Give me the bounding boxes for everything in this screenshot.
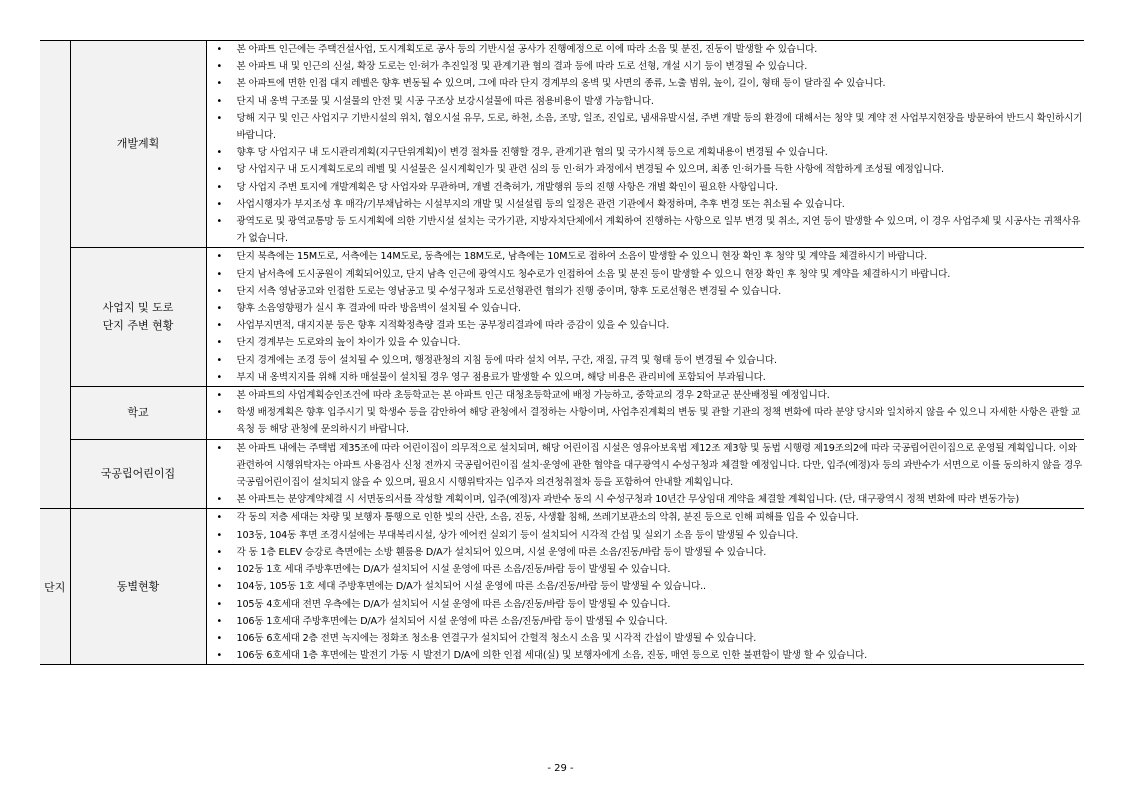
list-item: • 향후 소음영향평가 실시 후 결과에 따라 방음벽이 설치될 수 있습니다. [207,300,1085,317]
list-item: • 학생 배정계획은 향후 입주시기 및 학생수 등을 감안하여 해당 관청에서 결정하는 사항이며, 사업추진계획의 변동 및 관할 기관의 정책 변화에 따라 분양 당시와 일치하지 않을 수 있으니 자세한 사항은 관할 교육청 등 해당 관청에 문의하시기 바랍니다. [207,404,1085,438]
row-development-plan [40,41,1084,248]
list-item: • 106동 1호세대 주방후면에는 D/A가 설치되어 시설 운영에 따른 소음/진동/바람 등이 발생될 수 있습니다. [207,613,1085,630]
list-item: • 당 사업지구 내 도시계획도로의 레벨 및 시설물은 실시계획인가 및 관련 심의 등 인·허가 과정에서 변경될 수 있으며, 최종 인·허가를 득한 사항에 적합하게 조성될 예정입니다. [207,161,1085,178]
notice-table [40,40,1084,665]
list-item: • 각 동의 저층 세대는 차량 및 보행자 통행으로 인한 빛의 산란, 소음, 진동, 사생활 침해, 쓰레기보관소의 악취, 분진 등으로 인해 피해를 입을 수 있습니다. [207,509,1085,526]
list-item: • 본 아파트는 분양계약체결 시 서면동의서를 작성할 계획이며, 입주(예정)자 과반수 동의 시 수성구청과 10년간 무상임대 계약을 체결할 계획입니다. (단, 대구광역시 정책 변화에 따라 변동가능) [207,491,1085,508]
list-item: • 102동 1호 세대 주방후면에는 D/A가 설치되어 시설 운영에 따른 소음/진동/바람 등이 발생될 수 있습니다. [207,561,1085,578]
bullet-list [207,248,1085,386]
list-item: • 단지 북측에는 15M도로, 서측에는 14M도로, 동측에는 18M도로, 남측에는 10M도로 접하여 소음이 발생할 수 있으니 현장 확인 후 청약 및 계약을 체결하시기 바랍니다. [207,248,1085,265]
list-item: • 단지 서측 영남공고와 인접한 도로는 영남공고 및 수성구청과 도로선형관련 협의가 진행 중이며, 향후 도로선형은 변경될 수 있습니다. [207,283,1085,300]
category-daycare [70,439,206,509]
category-label-line1: 사업지 및 도로 [102,301,174,315]
bullet-list [207,387,1085,439]
row-building-status [40,509,1084,665]
list-item: • 단지 경계부는 도로와의 높이 차이가 있을 수 있습니다. [207,334,1085,351]
list-item: • 104동, 105동 1호 세대 주방후면에는 D/A가 설치되어 시설 운영에 따른 소음/진동/바람 등이 발생될 수 있습니다.. [207,578,1085,595]
row-school [40,387,1084,440]
category-label-line2: 단지 주변 현황 [102,319,174,333]
bullet-list [207,440,1085,509]
bullet-list [207,41,1085,247]
bullet-list [207,509,1085,664]
category-site-and-roads [70,248,206,387]
list-item: • 사업부지면적, 대지지분 등은 향후 지적확정측량 결과 또는 공부정리결과에 따라 증감이 있을 수 있습니다. [207,317,1085,334]
row-site-and-roads [40,248,1084,387]
list-item: • 향후 당 사업지구 내 도시관리계획(지구단위계획)이 변경 절차를 진행할 경우, 관계기관 협의 및 국가시책 등으로 계획내용이 변경될 수 있습니다. [207,144,1085,161]
list-item: • 본 아파트의 사업계획승인조건에 따라 초등학교는 본 아파트 인근 대청초등학교에 배정 가능하고, 중학교의 경우 2학교군 분산배정될 예정입니다. [207,387,1085,404]
list-item: • 본 아파트 내에는 주택법 제35조에 따라 어린이집이 의무적으로 설치되며, 해당 어린이집 시설은 영유아보육법 제12조 제3항 및 동법 시행령 제19조의2에 따라 국공립어린이집으로 운영될 계획입니다. 이와 관련하여 시행위탁자는 아파트 사용검사 신청 전까지 국공립어린이집 설치·운영에 관한 협약을 대구광역시 수성구청과 체결할 예정입니다. 다만, 입주(예정)자 등의 과반수가 서면으로 이를 동의하지 않을 경우 국공립어린이집이 설치되지 않을 수 있으며, 필요시 시행위탁자는 입주자 의견청취절차 등을 포함하여 안내할 계획입니다. [207,440,1085,492]
list-item: • 광역도로 및 광역교통망 등 도시계획에 의한 기반시설 설치는 국가기관, 지방자치단체에서 계획하여 진행하는 사항으로 일부 변경 및 취소, 지연 등이 발생할 수 있으며, 이 경우 사업주체 및 시공사는 귀책사유가 없습니다. [207,213,1085,247]
content-building-status [206,509,1084,665]
content-site-and-roads [206,248,1084,387]
category-label: 개발계획 [116,137,160,151]
list-item: • 본 아파트 인근에는 주택건설사업, 도시계획도로 공사 등의 기반시설 공사가 진행예정으로 이에 따라 소음 및 분진, 진동이 발생할 수 있습니다. [207,41,1085,58]
category-school [70,387,206,440]
content-school [206,387,1084,440]
list-item: • 단지 경계에는 조경 등이 설치될 수 있으며, 행정관청의 지침 등에 따라 설치 여부, 구간, 재질, 규격 및 형태 등이 변경될 수 있습니다. [207,352,1085,369]
list-item: • 단지 남서측에 도시공원이 계획되어있고, 단지 남측 인근에 광역시도 청수로가 인접하여 소음 및 분진 등이 발생할 수 있으니 현장 확인 후 청약 및 계약을 체결하시기 바랍니다. [207,266,1085,283]
category-label: 동별현황 [116,579,160,593]
category-label: 국공립어린이집 [100,467,176,481]
page-number: - 29 - [547,763,574,774]
content-development-plan [206,41,1084,248]
category-label: 학교 [127,405,149,419]
group-cell-blank [40,41,70,509]
row-daycare [40,439,1084,509]
list-item: • 105동 4호세대 전면 우측에는 D/A가 설치되어 시설 운영에 따른 소음/진동/바람 등이 발생될 수 있습니다. [207,596,1085,613]
list-item: • 106동 6호세대 2층 전면 녹지에는 정화조 청소용 연결구가 설치되어 간헐적 청소시 소음 및 시각적 간섭이 발생될 수 있습니다. [207,630,1085,647]
list-item: • 106동 6호세대 1층 후면에는 발전기 가동 시 발전기 D/A에 의한 인접 세대(실) 및 보행자에게 소음, 진동, 매연 등으로 인한 불편함이 발생 할 수 있습니다. [207,647,1085,664]
content-daycare [206,439,1084,509]
list-item: • 당 사업지 주변 토지에 개발계획은 당 사업자와 무관하며, 개별 건축허가, 개발행위 등의 진행 사항은 개별 확인이 필요한 사항입니다. [207,179,1085,196]
list-item: • 당해 지구 및 인근 사업지구 기반시설의 위치, 혐오시설 유무, 도로, 하천, 소음, 조망, 일조, 진입로, 냄새유발시설, 주변 개발 등의 환경에 대해서는 청약 및 계약 전 사업부지현장을 방문하여 반드시 확인하시기 바랍니다. [207,110,1085,144]
group-cell-complex [40,509,70,665]
list-item: • 본 아파트에 면한 인접 대지 레벨은 향후 변동될 수 있으며, 그에 따라 단지 경계부의 옹벽 및 사면의 종류, 노출 범위, 높이, 길이, 형태 등이 달라질 수 있습니다. [207,75,1085,92]
group-label: 단지 [44,580,66,594]
category-building-status [70,509,206,665]
list-item: • 사업시행자가 부지조성 후 매각/기부채납하는 시설부지의 개발 및 시설설립 등의 일정은 관련 기관에서 확정하며, 추후 변경 또는 취소될 수 있습니다. [207,196,1085,213]
list-item: • 103동, 104동 후면 조경시설에는 부대복리시설, 상가 에어컨 실외기 등이 설치되어 시각적 간섭 및 실외기 소음 등이 발생될 수 있습니다. [207,527,1085,544]
list-item: • 각 동 1층 ELEV 승강로 측면에는 소방 휀룸용 D/A가 설치되어 있으며, 시설 운영에 따른 소음/진동/바람 등이 발생될 수 있습니다. [207,544,1085,561]
list-item: • 본 아파트 내 및 인근의 신설, 확장 도로는 인·허가 추진일정 및 관계기관 협의 결과 등에 따라 도로 선형, 개설 시기 등이 변경될 수 있습니다. [207,58,1085,75]
list-item: • 단지 내 옹벽 구조물 및 시설물의 안전 및 시공 구조상 보강시설물에 따른 점용비용이 발생 가능합니다. [207,93,1085,110]
category-development-plan [70,41,206,248]
list-item: • 부지 내 옹벽지지를 위해 지하 매설물이 설치될 경우 영구 점용료가 발생할 수 있으며, 해당 비용은 관리비에 포함되어 부과됩니다. [207,369,1085,386]
